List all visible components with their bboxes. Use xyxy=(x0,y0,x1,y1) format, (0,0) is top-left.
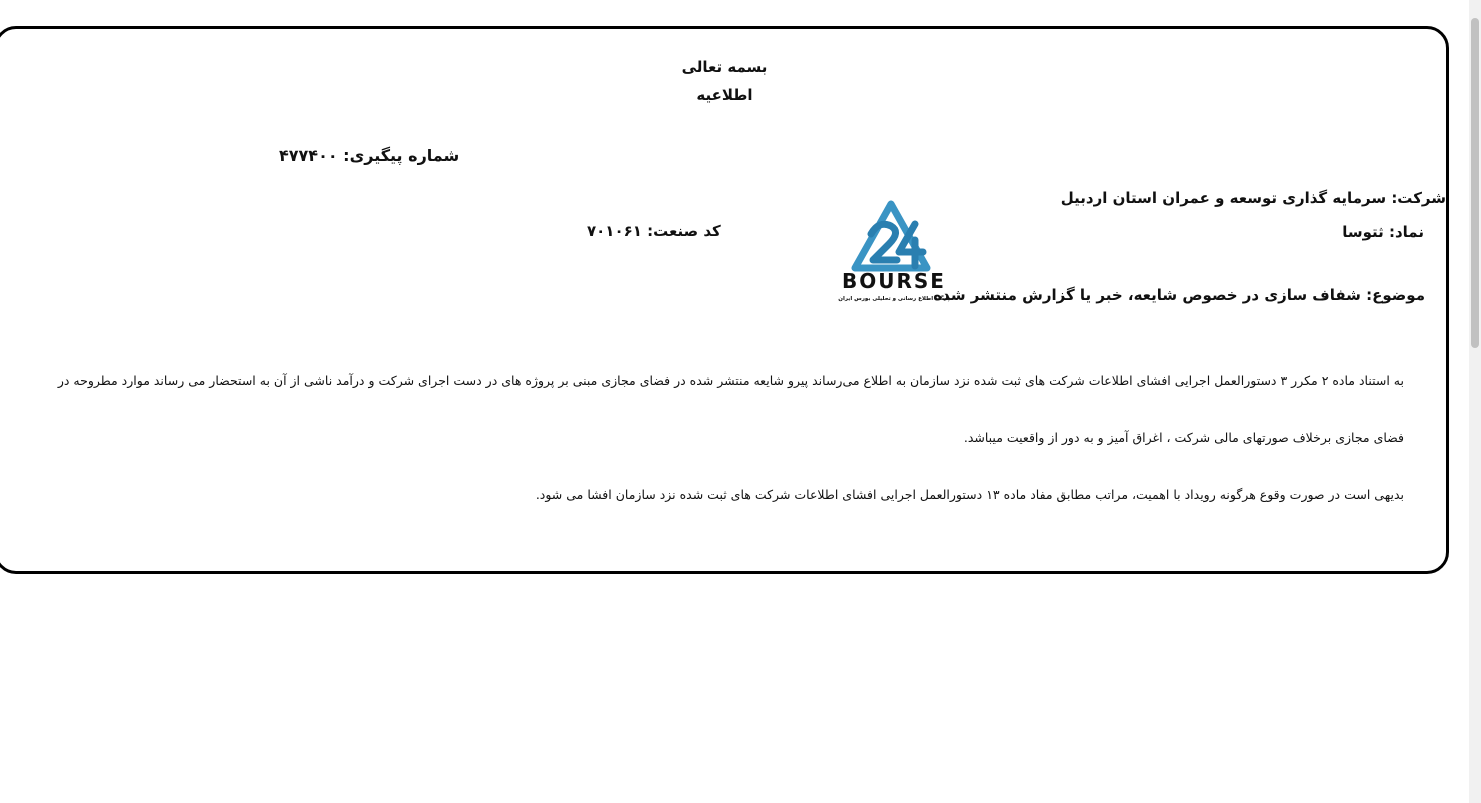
tracking-number xyxy=(279,146,459,165)
symbol-value: ثتوسا xyxy=(1342,223,1384,241)
symbol-label: نماد: xyxy=(1388,223,1424,241)
industry-code xyxy=(587,222,721,240)
bourse24-logo xyxy=(831,184,957,314)
notice-card xyxy=(0,26,1449,574)
company-value: سرمایه گذاری توسعه و عمران استان اردبیل xyxy=(1060,189,1387,207)
subject-line xyxy=(933,286,1425,304)
scrollbar[interactable] xyxy=(1469,0,1481,803)
industry-value: ۷۰۱۰۶۱ xyxy=(587,222,642,240)
logo-tagline: پایگاه اطلاع رسانی و تحلیلی بورس ایران xyxy=(838,296,950,302)
bismillah-heading: بسمه تعالی xyxy=(681,58,768,76)
body-paragraph-2: فضای مجازی برخلاف صورتهای مالی شرکت ، اغراق آمیز و به دور از واقعیت میباشد. xyxy=(963,430,1404,445)
logo-wordmark: BOURSE xyxy=(842,269,946,293)
ticker-symbol xyxy=(1342,223,1424,241)
company-label: شرکت: xyxy=(1391,189,1446,207)
body-paragraph-1: به استناد ماده ۲ مکرر ۳ دستورالعمل اجرایی افشای اطلاعات شرکت های ثبت شده نزد سازمان به اطلاع می‌رساند پیرو شایعه منتشر شده در فضای مجازی مبنی بر پروژه های در دست اجرای شرکت و درآمد ناشی از آن به استحضار می رساند موارد مطروحه در xyxy=(57,373,1404,388)
subject-label: موضوع: xyxy=(1366,286,1425,304)
notice-title: اطلاعیه xyxy=(696,86,753,104)
tracking-number-label: شماره پیگیری: xyxy=(343,146,460,165)
bourse24-logo-mark xyxy=(831,184,957,314)
industry-label: کد صنعت: xyxy=(647,222,721,240)
subject-value: شفاف سازی در خصوص شایعه، خبر یا گزارش منتشر شده xyxy=(933,286,1361,304)
body-paragraph-3: بدیهی است در صورت وقوع هرگونه رویداد با اهمیت، مراتب مطابق مفاد ماده ۱۳ دستورالعمل اجرایی افشای اطلاعات شرکت های ثبت شده نزد سازمان افشا می شود. xyxy=(535,487,1404,502)
scrollbar-thumb[interactable] xyxy=(1471,18,1479,348)
tracking-number-value: ۴۷۷۴۰۰ xyxy=(279,146,338,165)
company-name xyxy=(1061,189,1446,207)
